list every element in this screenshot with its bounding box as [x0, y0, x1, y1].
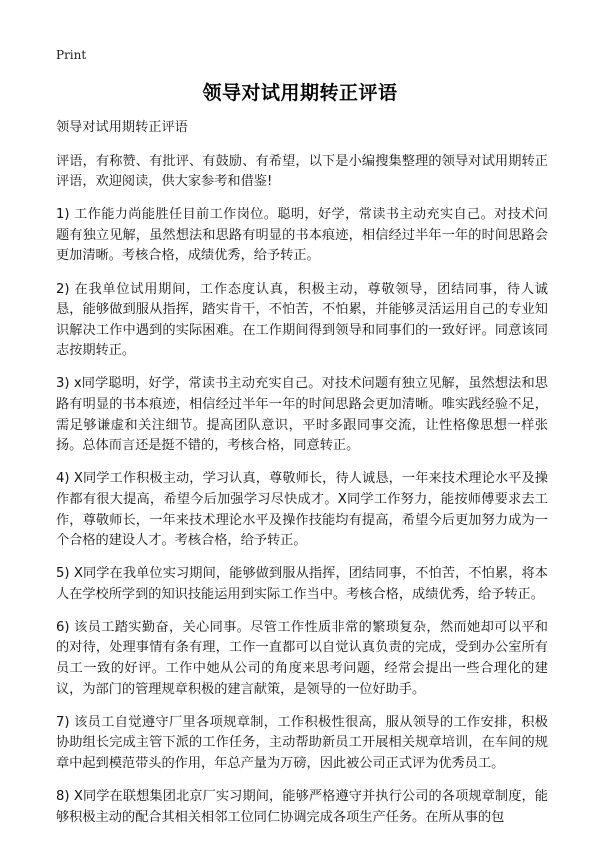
comment-paragraph-2: 2) 在我单位试用期间，工作态度认真，积极主动，尊敬领导，团结同事，待人诚恳，能够做到服从指挥，踏实肯干，不怕苦，不怕累，并能够灵活运用自己的专业知识解决工作中遇到的实际困难。在工作期间得到领导和同事们的一致好评。同意该同志按期转正。	[56, 281, 548, 359]
document-title: 领导对试用期转正评语	[202, 82, 398, 104]
intro-paragraph: 评语，有称赞、有批评、有鼓励、有希望，以下是小编搜集整理的领导对试用期转正评语，欢迎阅读，供大家参考和借鉴!	[56, 153, 548, 190]
print-link[interactable]: Print	[56, 48, 87, 62]
comment-paragraph-4: 4) X同学工作积极主动，学习认真，尊敬师长，待人诚恳，一年来技术理论水平及操作都有很大提高，希望今后加强学习尽快成才。X同学工作努力，能按师傅要求去工作，尊敬师长，一年来技术理论水平及操作技能均有提高，希望今后更加努力成为一个合格的建设人才。考核合格，给予转正。	[56, 471, 548, 549]
comment-paragraph-3: 3) x同学聪明，好学，常读书主动充实自己。对技术问题有独立见解，虽然想法和思路有明显的书本痕迹，相信经过半年一年的时间思路会更加清晰。唯实践经验不足，需足够谦虚和关注细节。提高团队意识，平时多跟同事交流，让性格像思想一样张扬。总体而言还是挺不错的，考核合格，同意转正。	[56, 376, 548, 454]
comment-paragraph-7: 7) 该员工自觉遵守厂里各项规章制，工作积极性很高，服从领导的工作安排，积极协助组长完成主管下派的工作任务，主动帮助新员工开展相关规章培训，在车间的规章中起到模范带头的作用，年总产量为万磅，因此被公司正式评为优秀员工。	[56, 714, 548, 771]
comment-paragraph-6: 6) 该员工踏实勤奋，关心同事。尽管工作性质非常的繁琐复杂，然而她却可以平和的对待，处理事情有条有理，工作一直都可以自觉认真负责的完成，受到办公室所有员工一致的好评。工作中她从公司的角度来思考问题，经常会提出一些合理化的建议，为部门的管理规章积极的建言献策，是领导的一位好助手。	[56, 619, 548, 697]
comment-paragraph-8: 8) X同学在联想集团北京厂实习期间，能够严格遵守并执行公司的各项规章制度，能够积极主动的配合其相关相邻工位同仁协调完成各项生产任务。在所从事的包	[56, 789, 548, 825]
comment-paragraph-5: 5) X同学在我单位实习期间，能够做到服从指挥，团结同事，不怕苦，不怕累，将本人在学校所学到的知识技能运用到实际工作当中。考核合格，成绩优秀，给予转正。	[56, 566, 548, 602]
document-body	[56, 118, 548, 841]
document-subtitle: 领导对试用期转正评语	[56, 120, 188, 135]
comment-paragraph-1: 1) 工作能力尚能胜任目前工作岗位。聪明，好学，常读书主动充实自己。对技术问题有独立见解，虽然想法和思路有明显的书本痕迹，相信经过半年一年的时间思路会更加清晰。考核合格，成绩优秀，给予转正。	[56, 207, 548, 264]
